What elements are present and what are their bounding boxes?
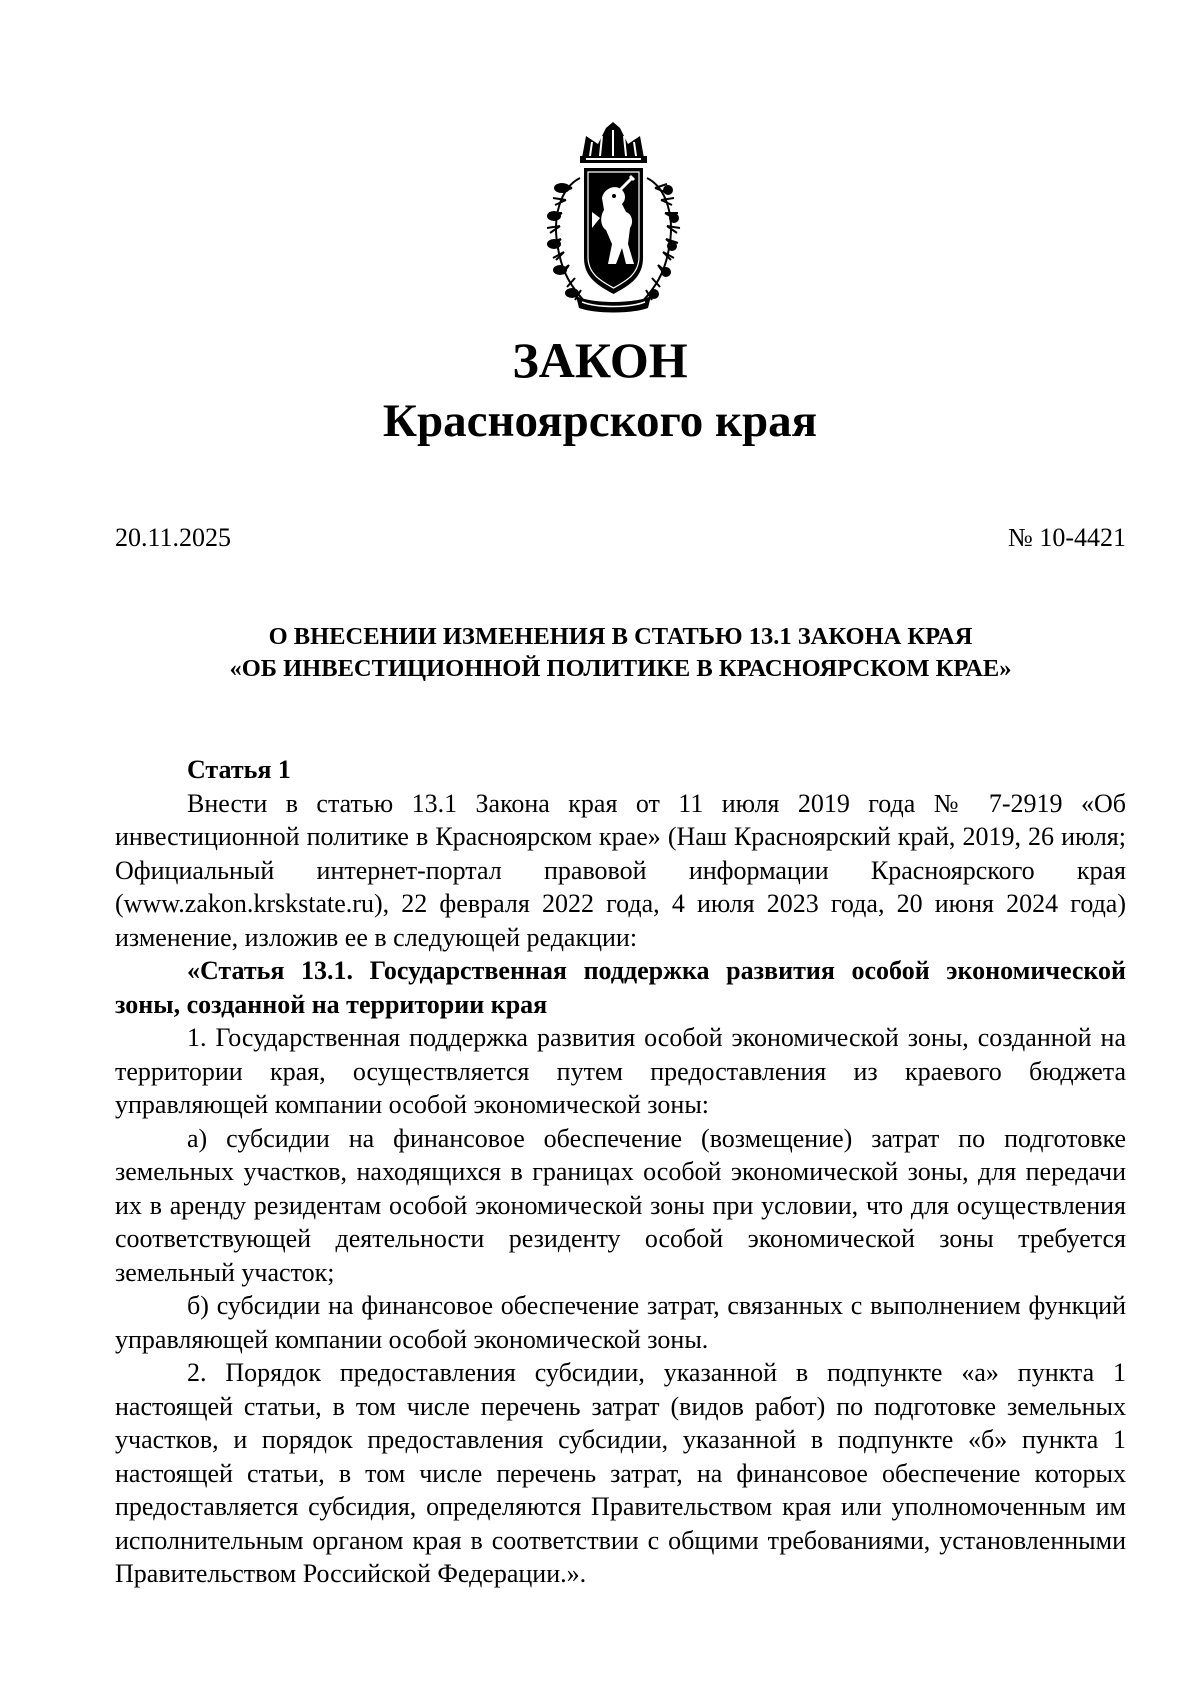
new-article-title: «Статья 13.1. Государственная поддержка развития особой экономической зоны, созданной на территории края [115,956,1126,1019]
shield-icon [584,168,643,294]
document-date: 20.11.2025 [115,523,232,552]
paragraph-1: 1. Государственная поддержка развития особой экономической зоны, созданной на территории края, осуществляется путем предоставления из краевого бюджета управляющей компании особой экономической зоны: [115,1023,1126,1119]
paragraph-1b: б) субсидии на финансовое обеспечение затрат, связанных с выполнением функций управляющей компании особой экономической зоны. [115,1291,1126,1354]
law-title-line-2: «ОБ ИНВЕСТИЦИОННОЙ ПОЛИТИКЕ В КРАСНОЯРСКОМ КРАЕ» [229,655,1012,682]
paragraph-1a: а) субсидии на финансовое обеспечение (возмещение) затрат по подготовке земельных участков, находящихся в границах особой экономической зоны, для передачи их в аренду резидентам особой экономической зоны при условии, что для осуществления соответствующей деятельности резиденту особой экономической зоны требуется земельный участок; [115,1123,1126,1287]
left-wreath-icon [547,178,586,303]
right-wreath-icon [641,178,680,303]
ribbon-icon [576,296,651,313]
law-title-line-1: О ВНЕСЕНИИ ИЗМЕНЕНИЯ В СТАТЬЮ 13.1 ЗАКОНА КРАЯ [268,623,973,650]
document-title: ЗАКОН [512,332,688,388]
law-title [115,621,1126,685]
article-heading: Статья 1 [187,755,291,784]
crown-icon [580,122,647,163]
document-number: № 10-4421 [1008,523,1126,552]
paragraph-2: 2. Порядок предоставления субсидии, указанной в подпункте «а» пункта 1 настоящей статьи, в том числе перечень затрат (видов работ) по подготовке земельных участков, и порядок предоставления субсидии, указанной в подпункте «б» пункта 1 настоящей статьи, в том числе перечень затрат, на финансовое обеспечение которых предоставляется субсидия, определяются Правительством края или уполномоченным им исполнительным органом края в соответствии с общими требованиями, установленными Правительством Российской Федерации.». [115,1358,1126,1588]
coat-of-arms-icon [542,118,685,318]
article-intro-paragraph: Внести в статью 13.1 Закона края от 11 июля 2019 года № 7-2919 «Об инвестиционной политике в Красноярском крае» (Наш Красноярский край, 2019, 26 июля; Официальный интернет-портал правовой информации Красноярского края (www.zakon.krskstate.ru), 22 февраля 2022 года, 4 июля 2023 года, 20 июня 2024 года) изменение, изложив ее в следующей редакции: [115,788,1126,952]
document-body [115,753,1126,1591]
document-subtitle: Красноярского края [382,395,818,447]
